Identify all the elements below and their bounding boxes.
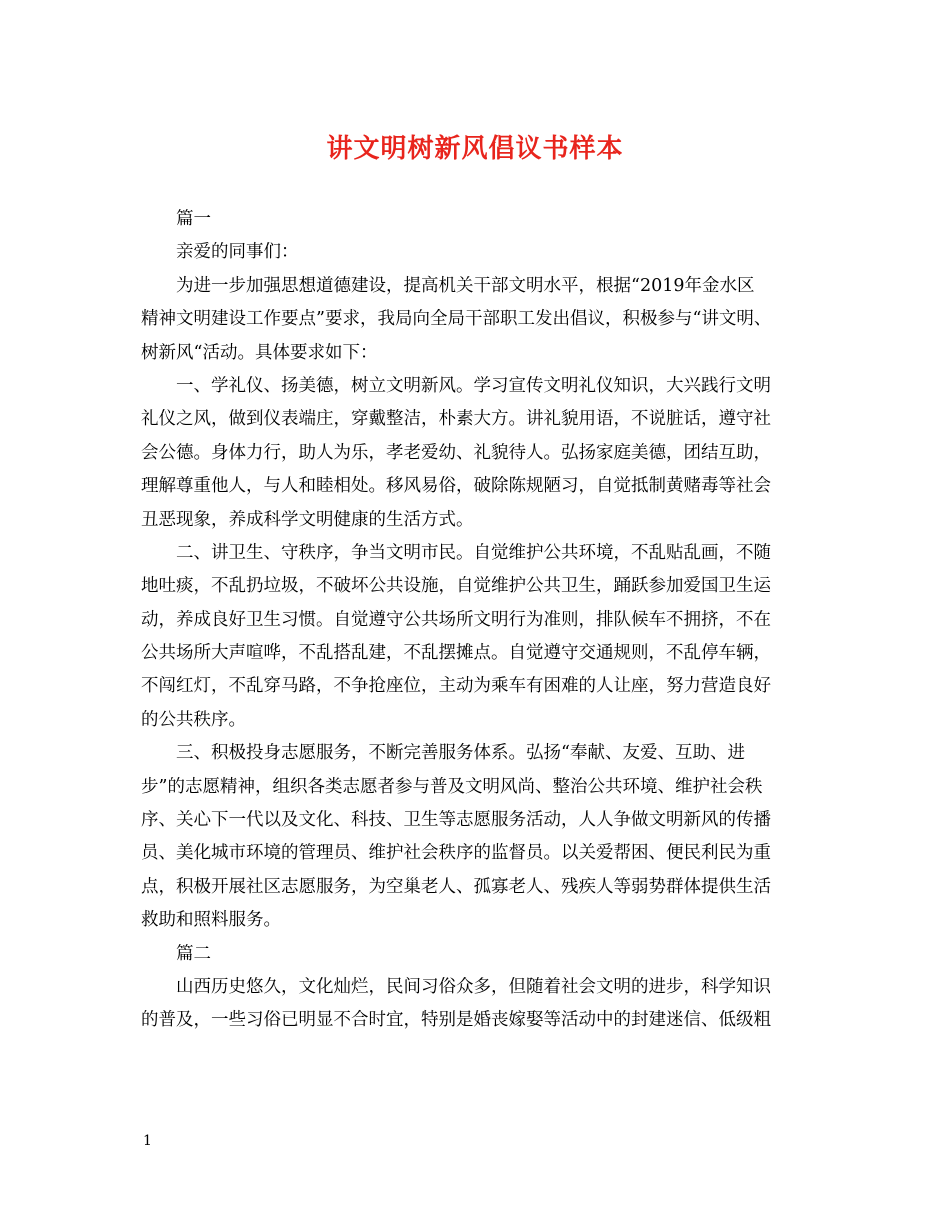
body-line: 的公共秩序。 xyxy=(141,709,246,730)
body-line: 员、美化城市环境的管理员、维护社会秩序的监督员。以关爱帮困、便民利民为重 xyxy=(141,843,771,864)
body-line: 步”的志愿精神，组织各类志愿者参与普及文明风尚、整治公共环境、维护社会秩 xyxy=(141,776,763,797)
body-line: 理解尊重他人，与人和睦相处。移风易俗，破除陈规陋习，自觉抵制黄赌毒等社会 xyxy=(141,476,771,497)
body-line: 为进一步加强思想道德建设，提高机关干部文明水平，根据“2019年金水区 xyxy=(176,275,755,296)
body-line: 亲爱的同事们： xyxy=(176,242,299,263)
body-line: 不闯红灯，不乱穿马路，不争抢座位，主动为乘车有困难的人让座，努力营造良好 xyxy=(141,676,771,697)
body-line: 动，养成良好卫生习惯。自觉遵守公共场所文明行为准则，排队候车不拥挤，不在 xyxy=(141,609,771,630)
body-line: 精神文明建设工作要点”要求，我局向全局干部职工发出倡议，积极参与“讲文明、 xyxy=(141,309,772,330)
document-body xyxy=(141,203,821,1038)
body-line: 救助和照料服务。 xyxy=(141,910,281,931)
body-line: 丑恶现象，养成科学文明健康的生活方式。 xyxy=(141,509,474,530)
body-line: 序、关心下一代以及文化、科技、卫生等志愿服务活动，人人争做文明新风的传播 xyxy=(141,810,771,831)
page-number: 1 xyxy=(143,1133,152,1149)
body-line: 一、学礼仪、扬美德，树立文明新风。学习宣传文明礼仪知识，大兴践行文明 xyxy=(176,375,771,396)
body-line: 礼仪之风，做到仪表端庄，穿戴整洁，朴素大方。讲礼貌用语，不说脏话，遵守社 xyxy=(141,409,771,430)
body-line: 公共场所大声喧哗，不乱搭乱建，不乱摆摊点。自觉遵守交通规则，不乱停车辆， xyxy=(141,643,771,664)
body-line: 篇二 xyxy=(176,943,211,964)
body-line: 山西历史悠久，文化灿烂，民间习俗众多，但随着社会文明的进步，科学知识 xyxy=(176,976,771,997)
document-title: 讲文明树新风倡议书样本 xyxy=(326,134,624,164)
body-line: 会公德。身体力行，助人为乐，孝老爱幼、礼貌待人。弘扬家庭美德，团结互助， xyxy=(141,442,771,463)
body-line: 点，积极开展社区志愿服务，为空巢老人、孤寡老人、残疾人等弱势群体提供生活 xyxy=(141,876,771,897)
body-line: 的普及，一些习俗已明显不合时宜，特别是婚丧嫁娶等活动中的封建迷信、低级粗 xyxy=(141,1010,771,1031)
body-line: 树新风“活动。具体要求如下： xyxy=(141,342,378,363)
body-line: 地吐痰，不乱扔垃圾，不破坏公共设施，自觉维护公共卫生，踊跃参加爱国卫生运 xyxy=(141,576,771,597)
body-line: 篇一 xyxy=(176,209,211,229)
body-line: 三、积极投身志愿服务，不断完善服务体系。弘扬“奉献、友爱、互助、进 xyxy=(176,743,745,764)
body-line: 二、讲卫生、守秩序，争当文明市民。自觉维护公共环境，不乱贴乱画，不随 xyxy=(176,542,771,563)
